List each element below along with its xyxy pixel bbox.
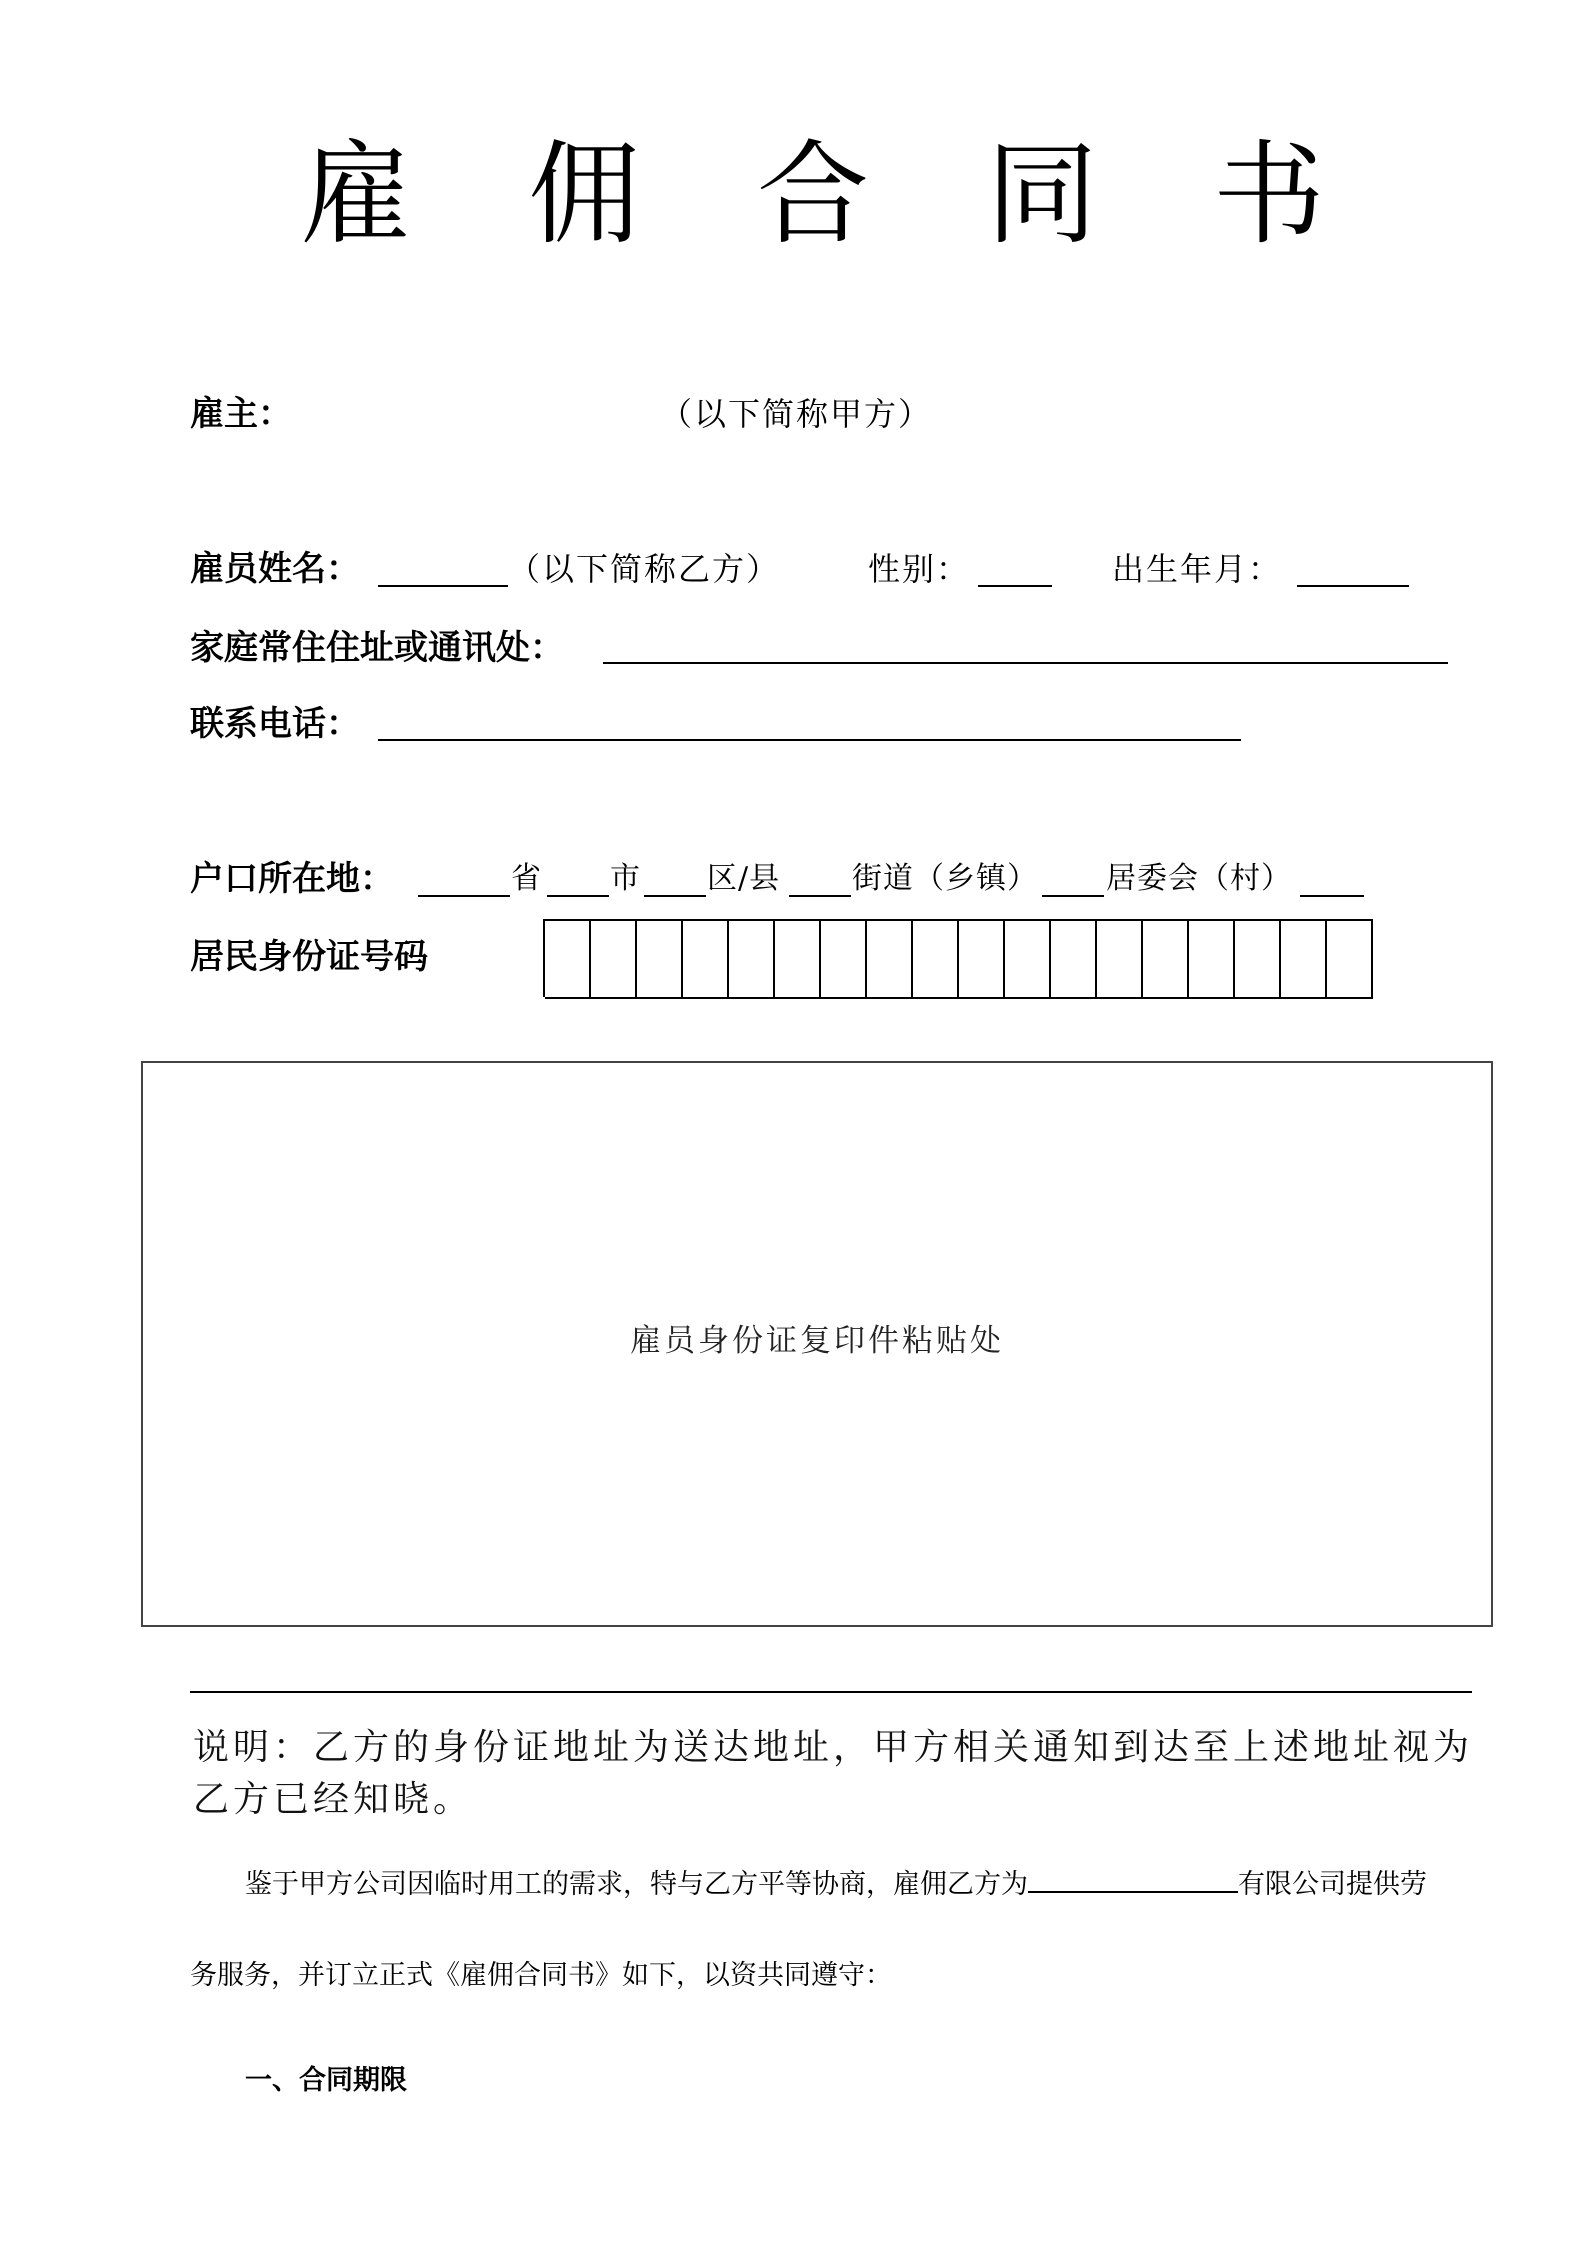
id-digit-box[interactable] <box>867 919 913 999</box>
id-copy-paste-area <box>141 1061 1493 1627</box>
intro-line-1 <box>245 1865 1427 1903</box>
id-digit-box[interactable] <box>683 919 729 999</box>
id-digit-box[interactable] <box>1235 919 1281 999</box>
employer-label: 雇主： <box>190 394 292 434</box>
section-divider <box>190 1691 1472 1693</box>
hukou-committee-field[interactable] <box>1042 895 1104 897</box>
birth-field[interactable] <box>1297 585 1409 587</box>
hukou-street-field[interactable] <box>789 895 851 897</box>
id-digit-box[interactable] <box>821 919 867 999</box>
employee-name-label: 雇员姓名： <box>190 549 360 589</box>
hukou-province-field[interactable] <box>418 895 510 897</box>
id-digit-box[interactable] <box>545 919 591 999</box>
phone-label: 联系电话： <box>190 704 360 744</box>
company-name-field[interactable] <box>1028 1865 1238 1893</box>
phone-field[interactable] <box>378 739 1241 741</box>
address-field[interactable] <box>603 662 1448 664</box>
id-digit-box[interactable] <box>1143 919 1189 999</box>
gender-field[interactable] <box>978 585 1052 587</box>
employee-name-field[interactable] <box>378 585 508 587</box>
id-digit-box[interactable] <box>729 919 775 999</box>
id-digit-box[interactable] <box>1005 919 1051 999</box>
id-digit-box[interactable] <box>1327 919 1373 999</box>
employer-abbrev: （以下简称甲方） <box>660 395 933 433</box>
id-copy-paste-label: 雇员身份证复印件粘贴处 <box>630 1323 1004 1359</box>
address-note: 说明：乙方的身份证地址为送达地址，甲方相关通知到达至上述地址视为乙方已经知晓。 <box>193 1727 1474 1820</box>
id-digit-box[interactable] <box>1097 919 1143 999</box>
address-label: 家庭常住住址或通讯处： <box>190 628 564 668</box>
id-digit-box[interactable] <box>775 919 821 999</box>
birth-label: 出生年月： <box>1112 550 1283 588</box>
id-digit-box[interactable] <box>913 919 959 999</box>
title-char-2: 佣 <box>528 130 640 260</box>
employee-abbrev: （以下简称乙方） <box>508 550 781 588</box>
id-digit-box[interactable] <box>959 919 1005 999</box>
id-card-label: 居民身份证号码 <box>190 937 428 977</box>
id-digit-box[interactable] <box>1281 919 1327 999</box>
gender-label: 性别： <box>868 550 971 588</box>
intro-text-2: 有限公司提供劳 <box>1238 1869 1427 1900</box>
title-char-3: 合 <box>757 130 869 260</box>
hukou-street-label: 街道（乡镇） <box>852 861 1038 896</box>
title-char-1: 雇 <box>300 130 412 260</box>
hukou-city-field[interactable] <box>547 895 609 897</box>
id-digit-box[interactable] <box>1189 919 1235 999</box>
hukou-district-label: 区/县 <box>707 861 781 896</box>
section-1-heading: 一、合同期限 <box>245 2065 407 2096</box>
id-digit-box[interactable] <box>591 919 637 999</box>
hukou-province-label: 省 <box>511 861 542 896</box>
hukou-committee-label: 居委会（村） <box>1106 861 1292 896</box>
title-char-4: 同 <box>986 130 1098 260</box>
title-char-5: 书 <box>1213 130 1325 260</box>
id-digit-box[interactable] <box>1051 919 1097 999</box>
id-digit-box[interactable] <box>637 919 683 999</box>
hukou-district-field[interactable] <box>644 895 706 897</box>
intro-line-2: 务服务，并订立正式《雇佣合同书》如下，以资共同遵守： <box>190 1960 892 1991</box>
intro-text-1: 鉴于甲方公司因临时用工的需求，特与乙方平等协商，雇佣乙方为 <box>245 1869 1028 1900</box>
id-card-number-grid <box>543 919 1373 997</box>
hukou-tail-field[interactable] <box>1300 895 1364 897</box>
hukou-city-label: 市 <box>610 861 641 896</box>
hukou-label: 户口所在地： <box>190 859 394 899</box>
